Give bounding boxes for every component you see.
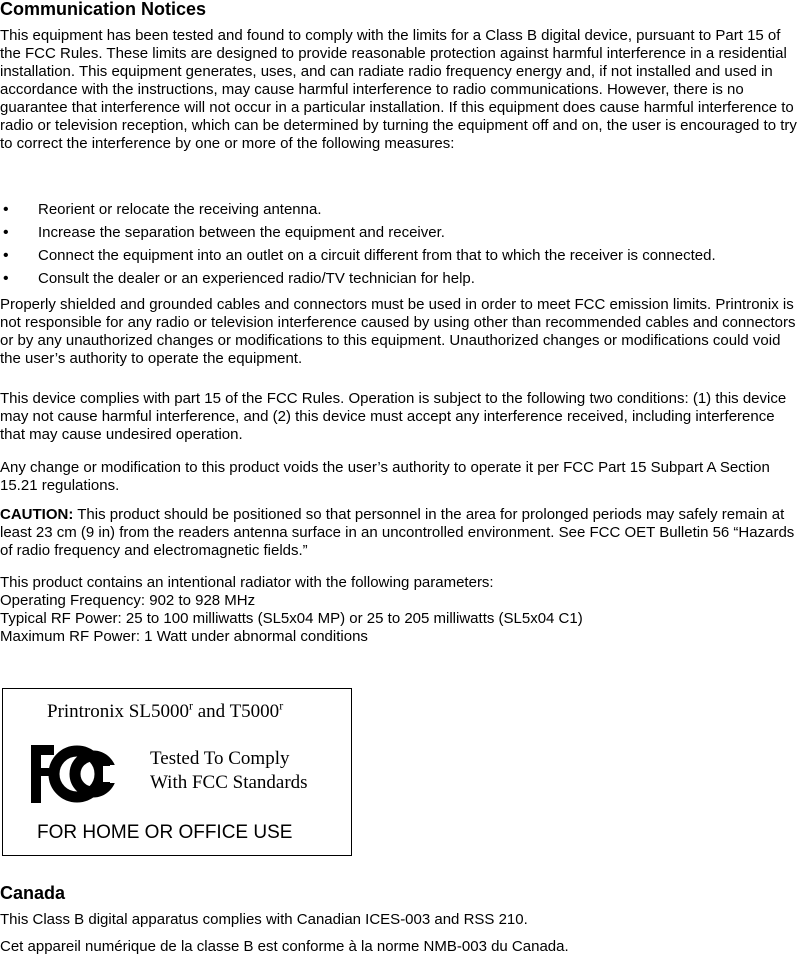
list-item-text: Increase the separation between the equipment and receiver. bbox=[38, 224, 445, 241]
model-name-1: Printronix SL5000 bbox=[47, 701, 189, 722]
model-superscript-2: r bbox=[279, 698, 284, 713]
list-item bbox=[0, 247, 800, 270]
fcc-intro-paragraph: This equipment has been tested and found to comply with the limits for a Class B digital device, pursuant to Part 15 of the FCC Rules. These limits are designed to provide reasonable protection against harmful interference in a residential installation. This equipment generates, uses, and can radiate radio frequency energy and, if not installed and used in accordance with the instructions, may cause harmful interference to radio communications. However, there is no guarantee that interference will not occur in a particular installation. If this equipment does cause harmful interference to radio or television reception, which can be determined by turning the equipment off and on, the user is encouraged to try to correct the interference by one or more of the following measures: bbox=[0, 27, 797, 152]
model-superscript-1: r bbox=[188, 698, 193, 713]
fcc-logo-icon bbox=[29, 743, 121, 805]
list-item bbox=[0, 270, 800, 293]
interference-measures-list bbox=[0, 201, 800, 293]
section-title-communication-notices: Communication Notices bbox=[0, 0, 207, 19]
bullet-icon: • bbox=[3, 201, 9, 218]
radiator-intro: This product contains an intentional radiator with the following parameters: bbox=[0, 574, 494, 591]
section-title-canada: Canada bbox=[0, 883, 66, 903]
list-item-text: Connect the equipment into an outlet on a circuit different from that to which the receiver is connected. bbox=[38, 247, 716, 264]
radiator-parameters bbox=[0, 574, 802, 646]
caution-label: CAUTION: bbox=[0, 506, 74, 523]
maximum-rf-power: Maximum RF Power: 1 Watt under abnormal conditions bbox=[0, 628, 368, 645]
fcc-compliance-label bbox=[2, 688, 352, 856]
caution-text: This product should be positioned so that personnel in the area for prolonged periods may safely remain at least 23 cm (9 in) from the readers antenna surface in an uncontrolled environment. See FCC OET Bulletin 56 “Hazards of radio frequency and electromagnetic fields.” bbox=[0, 506, 795, 559]
shielded-cables-paragraph: Properly shielded and grounded cables and connectors must be used in order to meet FCC emission limits. Printronix is not responsible for any radio or television interference caused by using other than recommended cables and connectors or by any unauthorized changes or modifications to this equipment. Unauthorized changes or modifications could void the user’s authority to operate the equipment. bbox=[0, 296, 796, 367]
fcc-label-model bbox=[47, 700, 283, 724]
fcc-usage-note: FOR HOME OR OFFICE USE bbox=[37, 822, 293, 843]
operating-frequency: Operating Frequency: 902 to 928 MHz bbox=[0, 592, 256, 609]
canada-english-statement: This Class B digital apparatus complies with Canadian ICES-003 and RSS 210. bbox=[0, 911, 528, 928]
model-name-2: and T5000 bbox=[192, 701, 280, 722]
fcc-tested-statement bbox=[150, 747, 308, 795]
part15-compliance-paragraph: This device complies with part 15 of the FCC Rules. Operation is subject to the following two conditions: (1) this device may not cause harmful interference, and (2) this device must accept any interference received, including interference that may cause undesired operation. bbox=[0, 390, 787, 443]
list-item bbox=[0, 224, 800, 247]
list-item-text: Reorient or relocate the receiving antenna. bbox=[38, 201, 322, 218]
canada-french-statement: Cet appareil numérique de la classe B est conforme à la norme NMB-003 du Canada. bbox=[0, 938, 569, 955]
list-item bbox=[0, 201, 800, 224]
caution-paragraph bbox=[0, 506, 802, 560]
bullet-icon: • bbox=[3, 247, 9, 264]
typical-rf-power: Typical RF Power: 25 to 100 milliwatts (SL5x04 MP) or 25 to 205 milliwatts (SL5x04 C1) bbox=[0, 610, 583, 627]
tested-line-1: Tested To Comply bbox=[150, 748, 290, 769]
list-item-text: Consult the dealer or an experienced radio/TV technician for help. bbox=[38, 270, 475, 287]
bullet-icon: • bbox=[3, 224, 9, 241]
tested-line-2: With FCC Standards bbox=[150, 772, 308, 793]
bullet-icon: • bbox=[3, 270, 9, 287]
modification-warning-paragraph: Any change or modification to this product voids the user’s authority to operate it per FCC Part 15 Subpart A Section 15.21 regulations. bbox=[0, 459, 770, 494]
